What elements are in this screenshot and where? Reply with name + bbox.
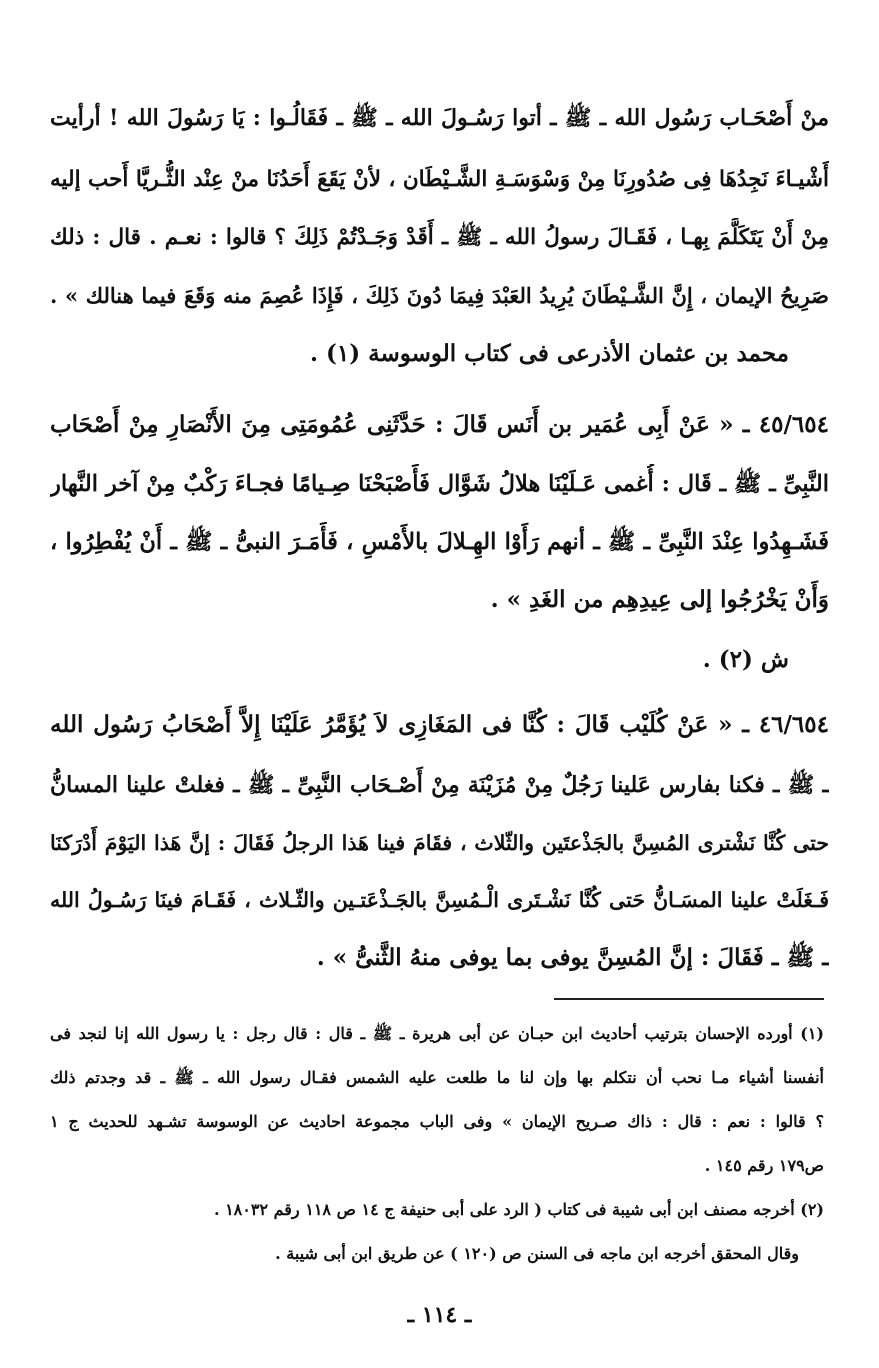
footnote-line: ص١٧٩ رقم ١٤٥ . [704,1156,824,1175]
text-line: منْ أَصْحَـاب رَسُول الله ـ ﷺ ـ أتوا رَسُـولَ الله ـ ﷺ ـ فَقَالُـوا : يَا رَسُولَ الله ! أرأيت [50,105,829,131]
text-line: فَـغَلَتْ علينا المسَـانُّ حَتى كُنَّا نَشْـتَرى الْـمُسِنَّ بالجَـذْعَتـين والثّـلاث ، فَقَـامَ فينَا رَسُـولُ الله [50,888,829,912]
hadith-heading-line: ٤٦/٦٥٤ ـ « عَنْ كُلَيْب قَالَ : كُنَّا فى المَغَازِى لاَ يُؤَمَّرُ عَلَيْنَا إِلاَّ أَصْحَابُ رَسُول الله [50,711,829,738]
text-line: أَشْيـاءَ نَجِدُهَا فِى صُدُورِنَا مِنْ وَسْوَسَـةِ الشَّـيْطَان ، لأنْ يَقَعَ أَحَدُنَا منْ عِنْد الثُّـريَّا أَحب إليه [50,167,829,192]
source-line: ش (٢) . [702,646,789,673]
text-line: ـ ﷺ ـ فَقَالَ : إنَّ المُسِنَّ يوفى بما يوفى منهُ الثَّنىُّ » . [316,944,829,971]
text-line: صَرِيحُ الإيمان ، إِنَّ الشَّـيْطَانَ يُرِيدُ العَبْدَ فِيمَا دُونَ ذَلِكَ ، فَإِذَا عُصِمَ منه وَقَعَ فيما هنالك » . [50,283,829,308]
footnote-line: (١) أورده الإحسان بترتيب أحاديث ابن حبـان عن أبى هريرة ـ ﷺ ـ قال : قال رجل : يا رسول الله إنا لنجد فى [50,1024,824,1043]
footnote-line: أنفسنا أشياء مـا نحب أن نتكلم بها وإن لنا ما طلعت عليه الشمس فقـال رسول الله ـ ﷺ ـ قد وجدتم ذلك [50,1068,824,1087]
hadith-heading-line: ٤٥/٦٥٤ ـ « عَنْ أَبِى عُمَير بن أَنَس قَالَ : حَدَّثَنِى عُمُومَتِى مِنَ الأَنْصَارِ مِنْ أَصْحَاب [50,411,829,438]
text-line: ـ ﷺ ـ فكنا بفارس عَلينا رَجُلٌ مِنْ مُزَيْنَة مِنْ أَصْـحَاب النَّبِىِّ ـ ﷺ ـ فغلتْ علينا المسانُّ [50,772,829,798]
footnote-line: وقال المحقق أخرجه ابن ماجه فى السنن ص (١٢٠ ) عن طريق ابن أبى شيبة . [275,1244,799,1263]
text-line: فَشَـهِدُوا عِنْدَ النَّبِىِّ ـ ﷺ ـ أنهم رَأَوْا الهِـلالَ بالأَمْسِ ، فَأَمَـرَ النبىُّ ـ ﷺ ـ أَنْ يُفْطِرُوا ، [50,529,829,555]
text-line: حتى كُنَّا نَشْترى المُسِنَّ بالجَذْعتَين والثّلاث ، فقَامَ فينا هَذا الرجلُ فَقَالَ : إنَّ هَذا اليَوْمَ أَدْرَكنَا [50,831,829,855]
page-number: ـ ١١٤ ـ [407,1302,472,1328]
footnote-separator [554,998,824,1000]
text-line: النَّبِىِّ ـ ﷺ ـ قَال : أُغمى عَـلَيْنَا هلالُ شَوَّال فَأَصْبَحْنَا صِـيامًا فجـاءَ رَكْبٌ مِنْ آخر النَّهار [50,471,829,497]
text-line: مِنْ أَنْ يَتَكَلَّمَ بِهـا ، فَقَـالَ رسولُ الله ـ ﷺ ـ أَقَدْ وَجَـدْتُمْ ذَلِكَ ؟ قالوا : نعـم . قال : ذلك [50,225,829,250]
source-line: محمد بن عثمان الأذرعى فى كتاب الوسوسة (١) . [309,340,789,367]
text-line: وَأَنْ يَخْرُجُوا إلى عِيدِهِم من الغَدِ » . [490,586,829,613]
footnote-line: ؟ قالوا : نعم : قال : ذاك صـريح الإيمان » وفى الباب مجموعة احاديث عن الوسوسة تشـهد للحديث ج ١ [50,1112,824,1131]
footnote-line: (٢) أخرجه مصنف ابن أبى شيبة فى كتاب ( الرد على أبى حنيفة ج ١٤ ص ١١٨ رقم ١٨٠٣٢ . [213,1200,824,1219]
